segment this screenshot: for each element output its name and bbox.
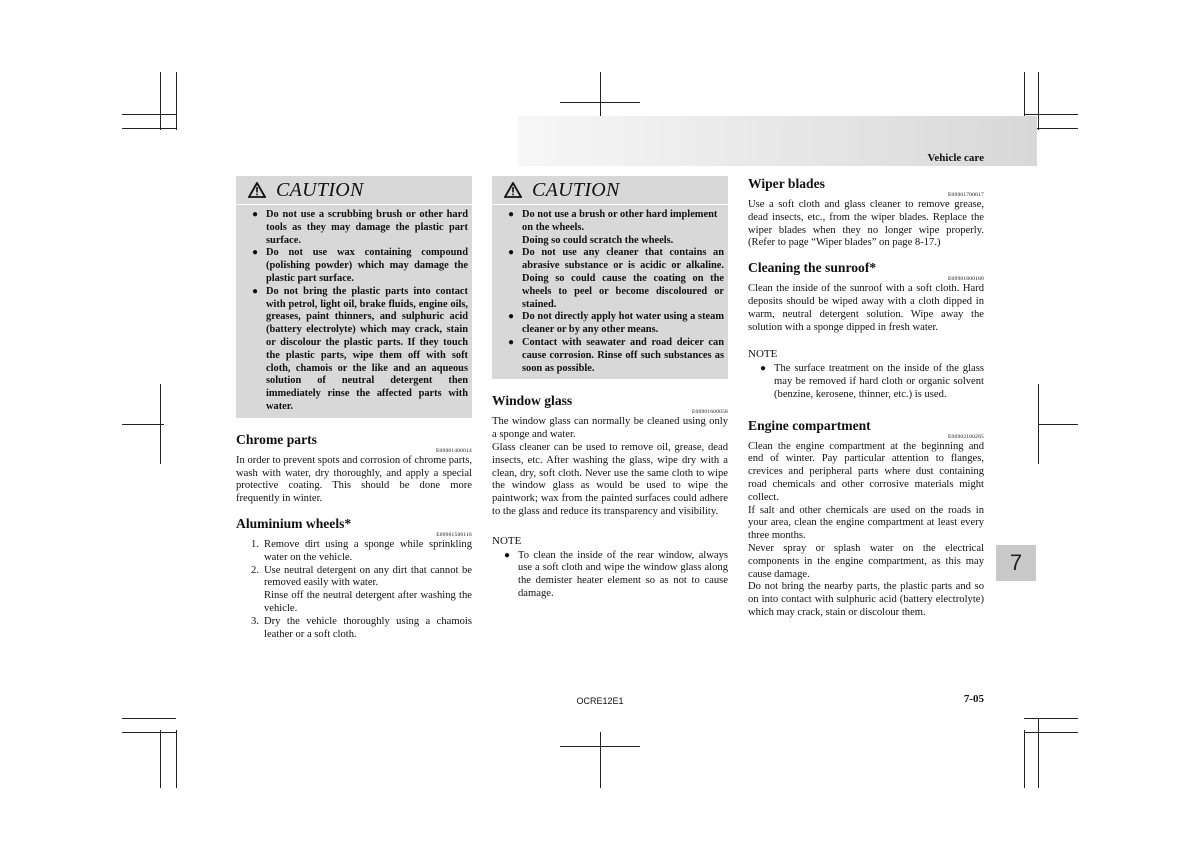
section-code: E00902100265 [947, 433, 984, 440]
crop-mark [122, 732, 176, 733]
section-heading: Engine compartment [748, 417, 871, 433]
list-item: 1. Remove dirt using a sponge while sprinkling water on the vehicle. [251, 538, 472, 563]
crop-mark [122, 128, 176, 129]
crop-mark [1038, 72, 1039, 130]
caution-title: CAUTION [532, 178, 620, 201]
note-item: ● The surface treatment on the inside of the glass may be removed if hard cloth or organic solvent (benzine, kerosene, thinner, etc.) is used. [760, 363, 984, 400]
crop-mark [1024, 730, 1025, 788]
caution-title: CAUTION [276, 178, 364, 201]
chapter-tab: 7 [996, 545, 1036, 581]
warning-triangle-icon [248, 182, 266, 198]
paragraph: Never spray or splash water on the electrical components in the engine compartment, as this may cause damage. [748, 542, 984, 580]
column-middle [492, 176, 728, 601]
section-heading: Chrome parts [236, 431, 317, 447]
registration-mark [122, 424, 164, 425]
note-item: ● To clean the inside of the rear window, always use a soft cloth and wipe the window glass along the demister heater element so as not to cause damage. [504, 549, 728, 599]
crop-mark [1024, 732, 1078, 733]
caution-item: ● Do not use wax containing compound (polishing powder) which may damage the plastic part surface. [252, 247, 468, 284]
page-number: 7-05 [963, 693, 984, 705]
list-item: Rinse off the neutral detergent after washing the vehicle. [264, 590, 472, 614]
section-code: E00901800180 [947, 276, 984, 283]
crop-mark [122, 114, 176, 115]
caution-header [492, 176, 728, 205]
paragraph: The window glass can normally be cleaned using only a sponge and water. [492, 416, 728, 441]
section-heading: Wiper blades [748, 176, 825, 191]
steps-list [236, 539, 472, 641]
paragraph: Use a soft cloth and glass cleaner to remove grease, dead insects, etc., from the wiper blades. Replace the wiper blades when they no longer wipe properly. (Refer to page “Wiper blades” on page 8-17.) [748, 199, 984, 249]
crop-mark [122, 718, 176, 719]
registration-mark [1038, 424, 1078, 425]
crop-mark [176, 730, 177, 788]
crop-mark [1024, 718, 1078, 719]
column-right [748, 176, 984, 620]
doc-code: OCRE12E1 [576, 696, 624, 706]
crop-mark [176, 72, 177, 130]
list-item: 2. Use neutral detergent on any dirt that cannot be removed easily with water. [251, 564, 472, 589]
paragraph: Clean the engine compartment at the beginning and end of winter. Pay particular attention to flanges, crevices and peripheral parts where dust containing road chemicals and other corrosive materials might collect. [748, 440, 984, 503]
registration-mark [600, 732, 601, 788]
paragraph: Do not bring the nearby parts, the plastic parts and so on into contact with sulphuric acid (battery electrolyte) which may crack, stain or discolour them. [748, 581, 984, 618]
section-heading: Window glass [492, 393, 573, 409]
section-title: Vehicle care [927, 152, 984, 164]
list-item: 3. Dry the vehicle thoroughly using a chamois leather or a soft cloth. [251, 615, 472, 640]
warning-triangle-icon [504, 182, 522, 198]
registration-mark [560, 746, 640, 747]
paragraph: If salt and other chemicals are used on the roads in your area, clean the engine compartment at least every three months. [748, 504, 984, 542]
crop-mark [160, 72, 161, 130]
registration-mark [560, 102, 640, 103]
section-code: E00901600058 [691, 409, 728, 416]
note-label: NOTE [748, 348, 778, 361]
section-code: E00901700017 [947, 192, 984, 198]
caution-item: ● Do not use a brush or other hard implement on the wheels. Doing so could scratch the wheels. [508, 209, 718, 246]
caution-box [236, 176, 472, 418]
section-heading: Cleaning the sunroof* [748, 260, 877, 276]
caution-item: ● Do not bring the plastic parts into contact with petrol, light oil, brake fluids, engine oils, greases, paint thinners, and sulphuric acid (battery electrolyte) which may crack, stain or discolour the plastic parts. If they touch the plastic parts, wipe them off with soft cloth, chamois or the like and an aqueous solution of neutral detergent then immediately rinse the affected parts with water. [252, 285, 468, 412]
crop-mark [1024, 114, 1078, 115]
section-code: E00901400014 [435, 447, 472, 454]
paragraph: Clean the inside of the sunroof with a soft cloth. Hard deposits should be wiped away with a cloth dipped in warm, neutral detergent solution. Wipe away the solution with a sponge dipped in fresh water. [748, 283, 984, 333]
caution-box [492, 176, 728, 379]
section-code: E00901500116 [436, 531, 472, 538]
paragraph: Glass cleaner can be used to remove oil, grease, dead insects, etc. After washing the glass, wipe dry with a clean, dry, soft cloth. Never use the same cloth to wipe the window glass as would be used to wipe the paintwork; wax from the painted surfaces could adhere to the glass and reduce its transparency and visibility. [492, 441, 728, 517]
paragraph: In order to prevent spots and corrosion of chrome parts, wash with water, dry thoroughly, and apply a special protective coating. This should be done more frequently in winter. [236, 454, 472, 505]
registration-mark [600, 72, 601, 118]
crop-mark [1038, 718, 1039, 788]
caution-header [236, 176, 472, 205]
column-left [236, 176, 472, 641]
caution-item: ● Do not directly apply hot water using a steam cleaner or by any other means. [508, 311, 724, 336]
crop-mark [160, 730, 161, 788]
note-label: NOTE [492, 534, 522, 547]
caution-item: ● Do not use a scrubbing brush or other hard tools as they may damage the plastic part surface. [252, 209, 468, 246]
caution-item: ● Do not use any cleaner that contains an abrasive substance or is acidic or alkaline. Doing so could cause the coating on the wheels to peel or become discoloured or stained. [508, 247, 724, 310]
section-heading: Aluminium wheels* [236, 515, 352, 531]
caution-item: ● Contact with seawater and road deicer can cause corrosion. Rinse off such substances as soon as possible. [508, 336, 724, 374]
